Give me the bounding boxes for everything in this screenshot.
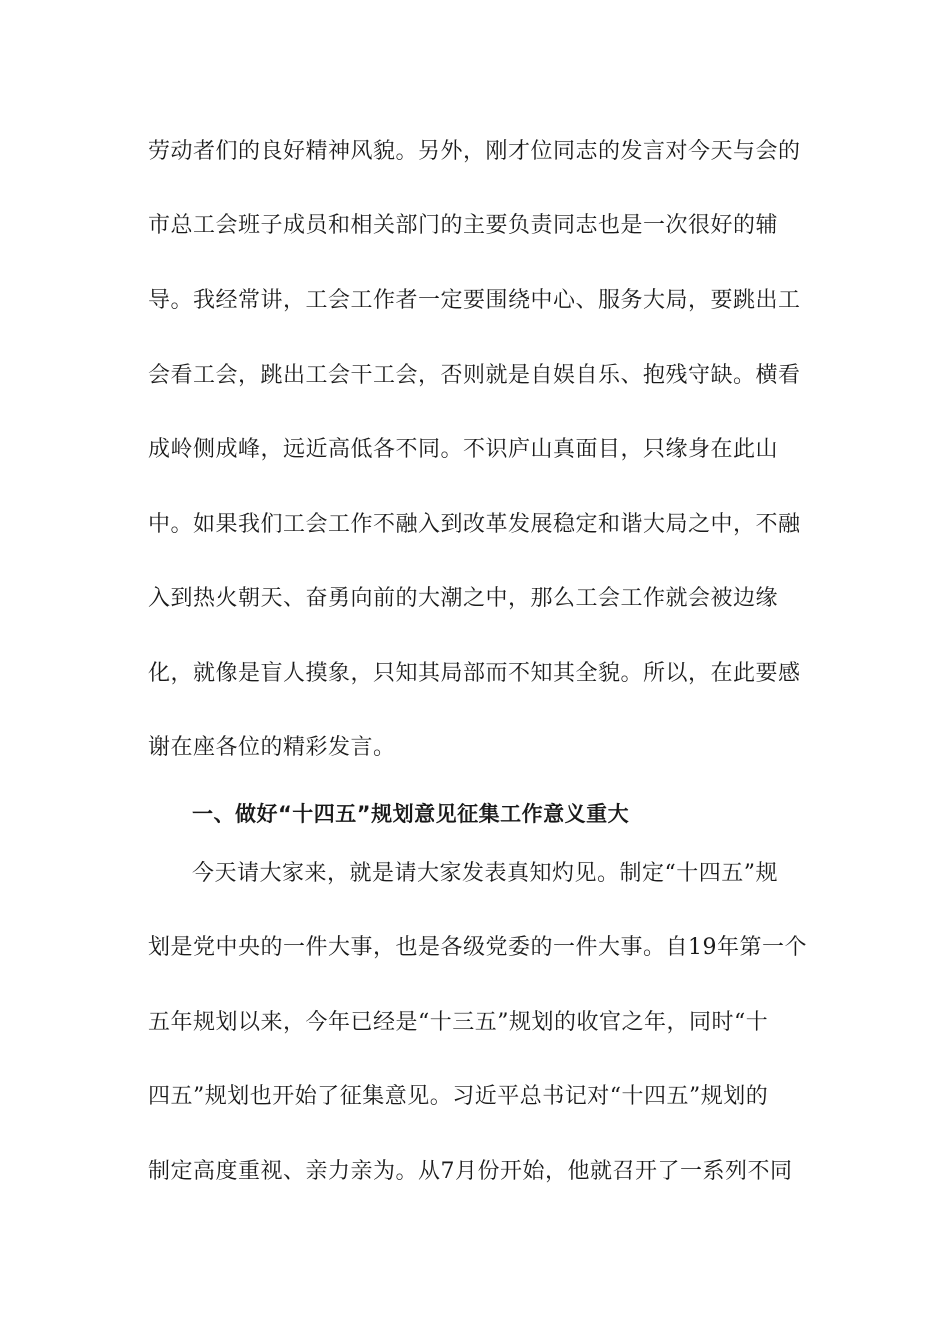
body-text-line: 化，就像是盲人摸象，只知其局部而不知其全貌。所以，在此要感 bbox=[148, 661, 801, 686]
body-text-line: 谢在座各位的精彩发言。 bbox=[148, 735, 396, 760]
body-text-line: 劳动者们的良好精神风貌。另外，刚才位同志的发言对今天与会的 bbox=[148, 139, 801, 164]
body-text-line: 今天请大家来，就是请大家发表真知灼见。制定“十四五”规 bbox=[192, 861, 778, 886]
body-text-line: 成岭侧成峰，远近高低各不同。不识庐山真面目，只缘身在此山 bbox=[148, 437, 779, 462]
body-text-line: 市总工会班子成员和相关部门的主要负责同志也是一次很好的辅 bbox=[148, 213, 779, 238]
body-text-line: 中。如果我们工会工作不融入到改革发展稳定和谐大局之中，不融 bbox=[148, 512, 801, 537]
body-text-line: 划是党中央的一件大事，也是各级党委的一件大事。自19年第一个 bbox=[148, 935, 807, 960]
body-text-line: 四五”规划也开始了征集意见。习近平总书记对“十四五”规划的 bbox=[148, 1084, 769, 1109]
body-text-line: 制定高度重视、亲力亲为。从7月份开始，他就召开了一系列不同 bbox=[148, 1159, 793, 1184]
body-text-line: 入到热火朝天、奋勇向前的大潮之中，那么工会工作就会被边缘 bbox=[148, 586, 779, 611]
body-text-line: 会看工会，跳出工会干工会，否则就是自娱自乐、抱残守缺。横看 bbox=[148, 363, 801, 388]
section-heading: 一、做好“十四五”规划意见征集工作意义重大 bbox=[192, 802, 630, 826]
body-text-line: 五年规划以来，今年已经是“十三五”规划的收官之年，同时“十 bbox=[148, 1010, 769, 1035]
body-text-line: 导。我经常讲，工会工作者一定要围绕中心、服务大局，要跳出工 bbox=[148, 288, 801, 313]
